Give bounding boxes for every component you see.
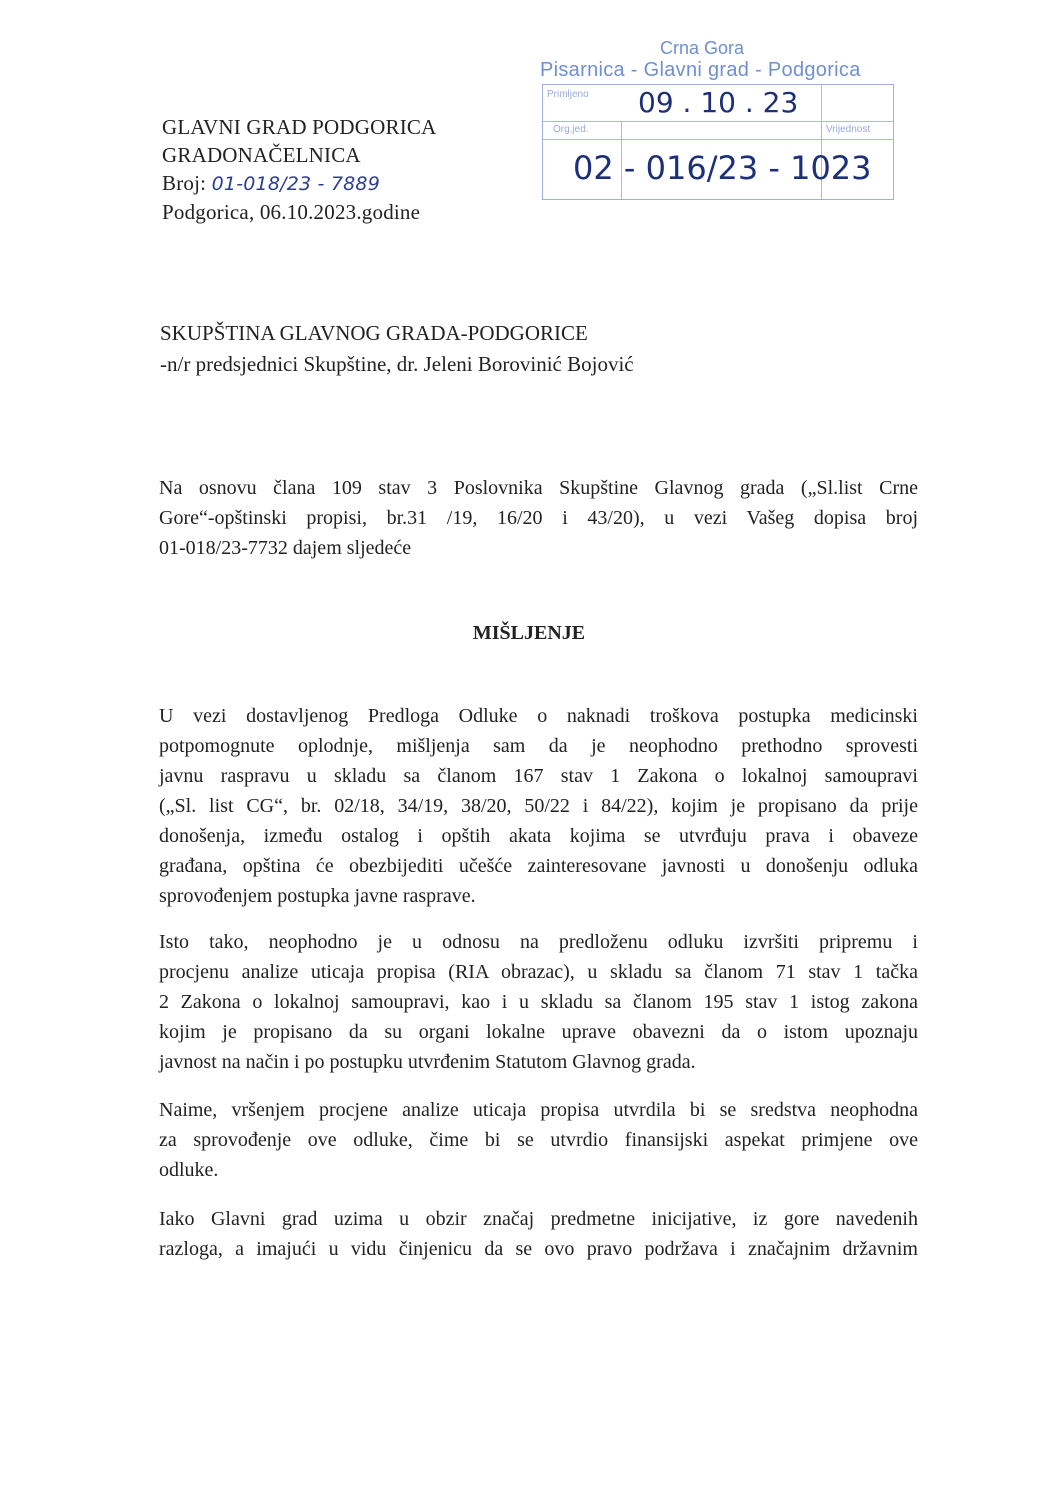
body-paragraph xyxy=(159,701,918,911)
text-line: Iako Glavni grad uzima u obzir značaj predmetne inicijative, iz gore navedenih xyxy=(159,1208,918,1230)
text-line: („Sl. list CG“, br. 02/18, 34/19, 38/20, 50/22 i 84/22), kojim je propisano da prije xyxy=(159,795,918,817)
body-paragraph xyxy=(159,927,918,1077)
text-line: U vezi dostavljenog Predloga Odluke o naknadi troškova postupka medicinski xyxy=(159,705,918,727)
stamp-date: 09 . 10 . 23 xyxy=(638,86,799,119)
body-paragraph xyxy=(159,1204,918,1264)
text-line: sprovođenjem postupka javne rasprave. xyxy=(159,885,476,907)
stamp-value-label: Vrijednost xyxy=(826,124,871,135)
addressee xyxy=(160,318,634,380)
registry-stamp xyxy=(538,38,898,203)
document-title: MIŠLJENJE xyxy=(472,622,586,644)
addressee-line: -n/r predsjednici Skupštine, dr. Jeleni Borovinić Bojović xyxy=(160,352,634,376)
text-line: Isto tako, neophodno je u odnosu na predloženu odluku izvršiti pripremu i xyxy=(159,931,918,953)
stamp-org-label: Org.jed. xyxy=(553,124,589,135)
addressee-line: SKUPŠTINA GLAVNOG GRADA-PODGORICE xyxy=(160,321,588,345)
reference-label: Broj: xyxy=(162,171,207,195)
text-line: javnu raspravu u skladu sa članom 167 stav 1 Zakona o lokalnoj samoupravi xyxy=(159,765,918,787)
stamp-office: Pisarnica - Glavni grad - Podgorica xyxy=(540,59,861,81)
text-line: donošenja, između ostalog i opštih akata kojima se utvrđuju prava i obaveze xyxy=(159,825,918,847)
stamp-grid xyxy=(542,84,894,200)
text-line: odluke. xyxy=(159,1159,219,1181)
text-line: potpomognute oplodnje, mišljenja sam da je neophodno prethodno sprovesti xyxy=(159,735,918,757)
text-line: javnost na način i po postupku utvrđenim Statutom Glavnog grada. xyxy=(159,1051,696,1073)
text-line: za sprovođenje ove odluke, čime bi se utvrdio finansijski aspekat primjene ove xyxy=(159,1129,918,1151)
stamp-received-label: Primljeno xyxy=(547,89,589,100)
sender-org: GLAVNI GRAD PODGORICA xyxy=(162,115,437,139)
stamp-number: 02 - 016/23 - 1023 xyxy=(573,149,872,187)
handwritten-number: 01-018/23 - 7889 xyxy=(211,173,380,195)
stamp-divider xyxy=(543,121,893,122)
document-date: Podgorica, 06.10.2023.godine xyxy=(162,200,421,224)
text-line: 2 Zakona o lokalnoj samoupravi, kao i u skladu sa članom 195 stav 1 istog zakona xyxy=(159,991,918,1013)
intro-paragraph xyxy=(159,473,918,563)
stamp-divider xyxy=(543,139,893,140)
stamp-country: Crna Gora xyxy=(660,38,745,58)
text-line: 01-018/23-7732 dajem sljedeće xyxy=(159,537,412,559)
sender-office: GRADONAČELNICA xyxy=(162,143,361,167)
text-line: kojim je propisano da su organi lokalne uprave obavezni da o istom upoznaju xyxy=(159,1021,918,1043)
reference-number xyxy=(162,169,437,198)
text-line: Na osnovu člana 109 stav 3 Poslovnika Skupštine Glavnog grada („Sl.list Crne xyxy=(159,477,918,499)
text-line: Gore“-opštinski propisi, br.31 /19, 16/20 i 43/20), u vezi Vašeg dopisa broj xyxy=(159,507,918,529)
text-line: razloga, a imajući u vidu činjenicu da se ovo pravo podržava i značajnim državnim xyxy=(159,1238,918,1260)
text-line: procjenu analize uticaja propisa (RIA obrazac), u skladu sa članom 71 stav 1 tačka xyxy=(159,961,918,983)
sender-header xyxy=(162,113,437,226)
text-line: građana, opština će obezbijediti učešće zainteresovane javnosti u donošenju odluka xyxy=(159,855,918,877)
text-line: Naime, vršenjem procjene analize uticaja propisa utvrdila bi se sredstva neophodna xyxy=(159,1099,918,1121)
body-paragraph xyxy=(159,1095,918,1185)
